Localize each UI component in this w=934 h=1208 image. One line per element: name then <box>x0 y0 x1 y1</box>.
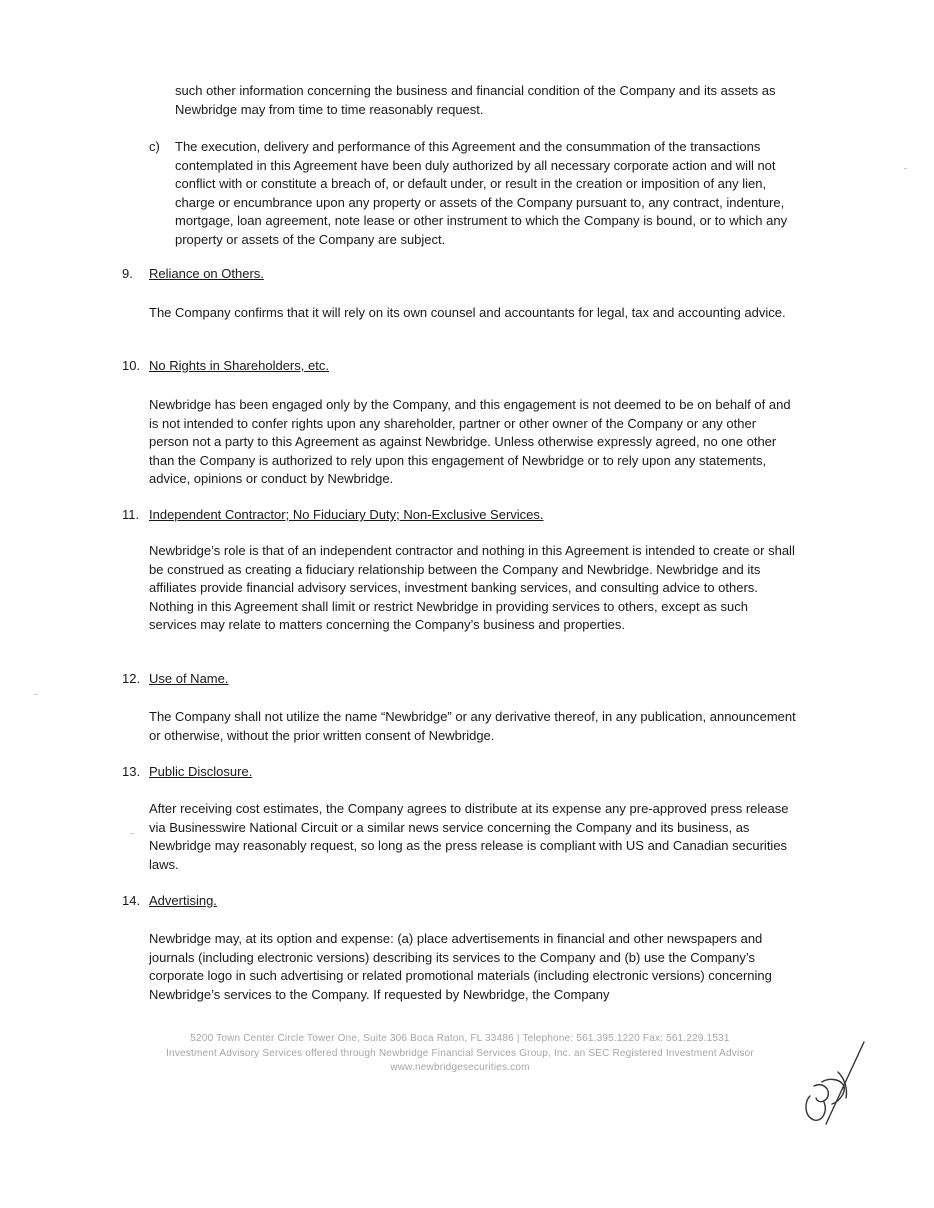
section-number: 13. <box>122 764 141 779</box>
section-13-body: After receiving cost estimates, the Company agrees to distribute at its expense any pre-approved press release via Businesswire National Circuit or a similar news service concerning the Company and its business, as Newbridge may reasonably request, so long as the press release is compliant with US and Canadian securities laws. <box>149 801 789 872</box>
section-number: 9. <box>122 266 133 281</box>
section-10-heading <box>122 357 329 376</box>
section-title: Independent Contractor; No Fiduciary Duty; Non-Exclusive Services. <box>149 507 544 522</box>
section-number: 11. <box>122 507 140 522</box>
section-title: Public Disclosure. <box>149 764 253 779</box>
section-11-heading <box>122 506 544 525</box>
section-11-body: Newbridge’s role is that of an independent contractor and nothing in this Agreement is intended to create or shall be construed as creating a fiduciary relationship between the Company and Newbridge. Newbridge and its affiliates provide financial advisory services, investment banking services, and consulting advice to others. Nothing in this Agreement shall limit or restrict Newbridge in providing services to others, except as such services may relate to matters concerning the Company’s business and properties. <box>149 543 795 632</box>
continuation-paragraph: such other information concerning the business and financial condition of the Company and its assets as Newbridge may from time to time reasonably request. <box>175 83 776 117</box>
section-title: No Rights in Shareholders, etc. <box>149 358 329 373</box>
footer-disclosure: Investment Advisory Services offered through Newbridge Financial Services Group, Inc. an SEC Registered Investment Advisor <box>166 1047 754 1059</box>
footer-website: www.newbridgesecurities.com <box>390 1062 530 1073</box>
section-14-heading <box>122 892 217 911</box>
section-title: Use of Name. <box>149 671 229 686</box>
scan-speck <box>904 168 907 169</box>
section-12-heading <box>122 670 228 689</box>
section-number: 12. <box>122 671 141 686</box>
clause-c-label: c) <box>149 139 160 154</box>
section-13-heading <box>122 763 252 782</box>
section-14-body: Newbridge may, at its option and expense: (a) place advertisements in financial and other newspapers and journals (including electronic versions) describing its services to the Company and (b) use the Company’s corporate logo in such advertising or related promotional materials (including electronic versions) concerning Newbridge’s services to the Company. If requested by Newbridge, the Company <box>149 931 772 1002</box>
section-9-body: The Company confirms that it will rely on its own counsel and accountants for legal, tax and accounting advice. <box>149 305 786 320</box>
signature-strokes <box>806 1042 864 1124</box>
letterhead-footer <box>150 1032 770 1076</box>
handwritten-initials <box>800 1038 872 1130</box>
section-9-heading <box>122 265 264 284</box>
scan-speck <box>131 833 134 834</box>
section-title: Advertising. <box>149 893 217 908</box>
section-title: Reliance on Others. <box>149 266 264 281</box>
scan-speck <box>34 694 37 695</box>
footer-address: 5200 Town Center Circle Tower One, Suite 306 Boca Raton, FL 33486 | Telephone: 561.395.1220 Fax: 561.229.1531 <box>190 1033 730 1044</box>
section-number: 10. <box>122 358 141 373</box>
section-12-body: The Company shall not utilize the name “Newbridge” or any derivative thereof, in any publication, announcement or otherwise, without the prior written consent of Newbridge. <box>149 709 796 743</box>
clause-c-text: The execution, delivery and performance of this Agreement and the consummation of the transactions contemplated in this Agreement have been duly authorized by all necessary corporate action and will not conflict with or constitute a breach of, or default under, or result in the creation or imposition of any lien, charge or encumbrance upon any property or assets of the Company pursuant to, any contract, indenture, mortgage, loan agreement, note lease or other instrument to which the Company is bound, or to which any property or assets of the Company are subject. <box>175 139 788 247</box>
section-number: 14. <box>122 893 141 908</box>
section-10-body: Newbridge has been engaged only by the Company, and this engagement is not deemed to be on behalf of and is not intended to confer rights upon any shareholder, partner or other owner of the Company or any other person not a party to this Agreement as against Newbridge. Unless otherwise expressly agreed, no one other than the Company is authorized to rely upon this engagement of Newbridge or to rely upon any statements, advice, opinions or conduct by Newbridge. <box>149 397 791 486</box>
